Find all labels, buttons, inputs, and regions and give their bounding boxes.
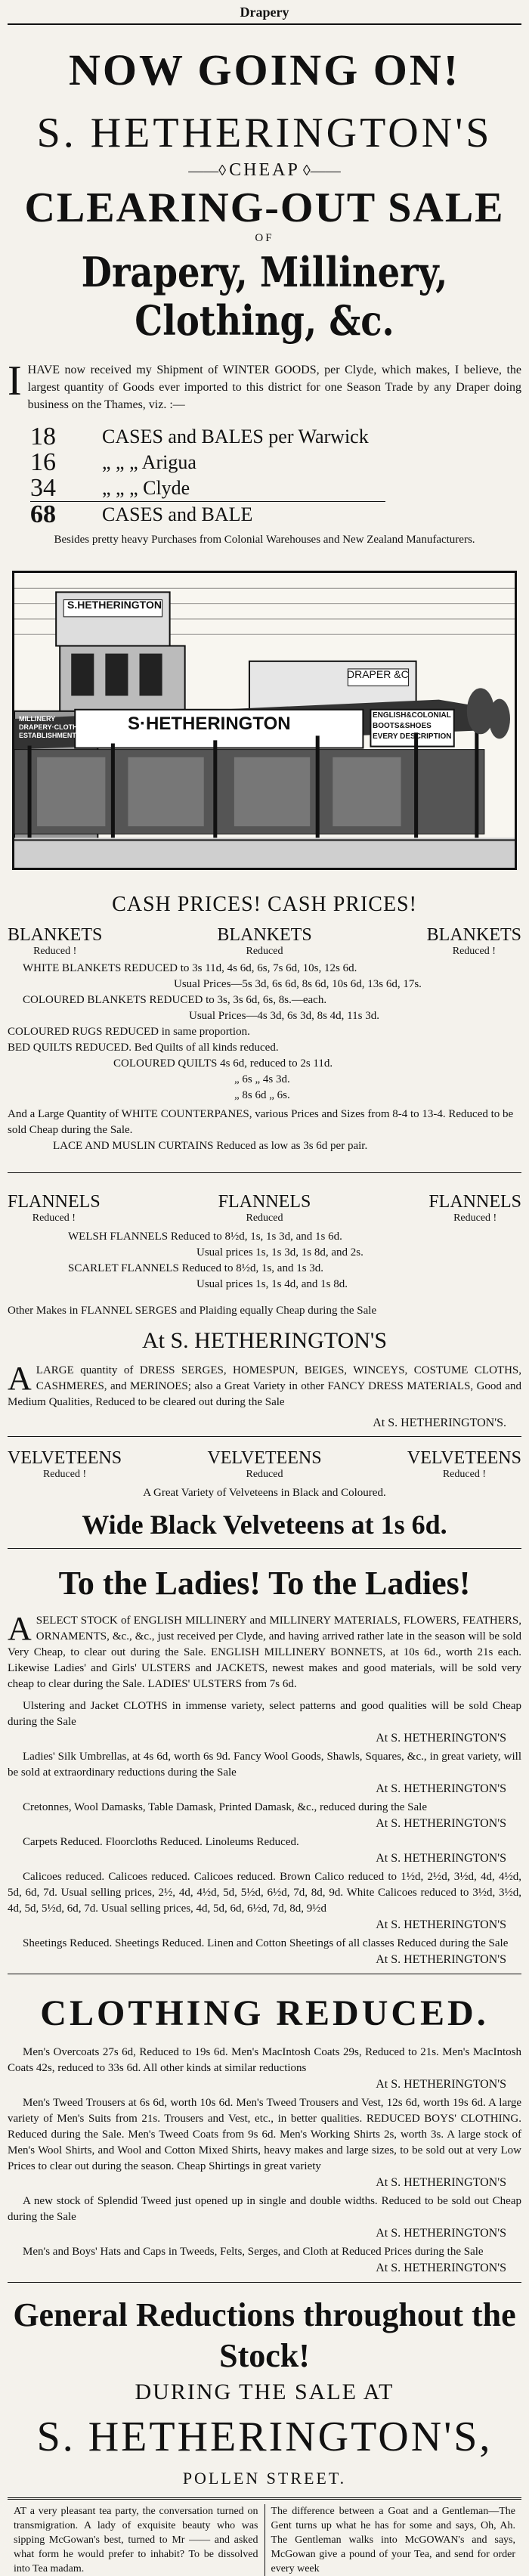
footer-columns bbox=[8, 2497, 521, 2576]
velveteens-col-left: VELVETEENS Reduced ! bbox=[8, 1448, 122, 1480]
cash-prices-heading: CASH PRICES! CASH PRICES! bbox=[112, 893, 417, 916]
ornament-right-icon: ◊―― bbox=[302, 163, 341, 179]
closing-store-name: S. HETHERINGTON'S, bbox=[36, 2413, 493, 2460]
headline-cheap: CHEAP bbox=[229, 160, 300, 180]
sign-right-panel: ENGLISH&COLONIAL BOOTS&SHOES EVERY DESCRIPTION bbox=[373, 711, 452, 741]
shipment-total: 68 CASES and BALE bbox=[30, 500, 253, 528]
store-illustration bbox=[12, 571, 517, 870]
purchases-note: Besides pretty heavy Purchases from Colonial Warehouses and New Zealand Manufacturers. bbox=[54, 534, 475, 546]
dress-paragraph: A LARGE quantity of DRESS SERGES, HOMESPUN, BEIGES, WINCEYS, COSTUME CLOTHS, CASHMERES, and MERINOES; also a Great Variety in other FANCY DRESS MATERIALS, Good and Medium Qualities, Reduced to be cleared out during the Sale bbox=[8, 1360, 521, 1408]
ladies-heading: To the Ladies! To the Ladies! bbox=[58, 1565, 471, 1602]
footer-left-item: AT a very pleasant tea party, the conversation turned on transmigration. A lady of exquisite beauty who was sipping McGowan's best, turned to Mr —— and asked what form he would prefer to inhabit? To be dissolved into Tea madam. bbox=[14, 2506, 258, 2574]
intro-text: HAVE now received my Shipment of WINTER GOODS, per Clyde, which makes, I believe, the largest quantity of Goods ever imported to this district for one Season Trade by any Draper doing business on the Thames, viz. :— bbox=[27, 364, 521, 411]
velveteens-header bbox=[8, 1446, 521, 1481]
general-reductions: General Reductions throughout the Stock! bbox=[13, 2296, 516, 2374]
wide-velveteens: Wide Black Velveteens at 1s 6d. bbox=[82, 1509, 447, 1540]
flannels-col-left: FLANNELS Reduced ! bbox=[8, 1192, 101, 1224]
blankets-col-right: BLANKETS Reduced ! bbox=[426, 925, 521, 957]
headline-clearing: CLEARING-OUT SALE bbox=[24, 184, 505, 231]
divider bbox=[8, 1436, 521, 1437]
shipment-row: 34 „ „ „ Clyde bbox=[30, 475, 385, 502]
headline-now: NOW GOING ON! bbox=[68, 45, 461, 94]
divider bbox=[8, 2282, 521, 2283]
ladies-paragraph: A SELECT STOCK of ENGLISH MILLINERY and MILLINERY MATERIALS, FLOWERS, FEATHERS, ORNAMENTS, &c., &c., just received per Clyde, and having arrived rather late in the season will be sold Very Cheap, to clear out during the Sale. ENGLISH MILLINERY BONNETS, at 10s 6d., worth 21s each. Likewise Ladies' and Girls' ULSTERS and JACKETS, newest makes and good materials, will be sold very cheap to clear during the Sale. LADIES' ULSTERS from 7s 6d. bbox=[8, 1610, 521, 1690]
flannels-lines: WELSH FLANNELS Reduced to 8½d, 1s, 1s 3d, and 1s 6d. Usual prices 1s, 1s 3d, 1s 8d, and 2s. SCARLET FLANNELS Reduced to 8½d, 1s, and 1s 3d. Usual prices 1s, 1s 4d, and 1s 8d. Other Makes in FLANNEL SERGES and Plaiding equally Cheap during the Sale bbox=[8, 1231, 377, 1317]
intro-paragraph bbox=[8, 358, 521, 413]
sign-left-panel: MILLINERY DRAPERY·CLOTHING ESTABLISHMENT bbox=[19, 715, 90, 739]
sign-main: S·HETHERINGTON bbox=[128, 714, 291, 734]
closing-street: POLLEN STREET. bbox=[182, 2469, 347, 2488]
shipment-list bbox=[8, 424, 521, 528]
cheap-row bbox=[8, 160, 521, 181]
section-header: Drapery bbox=[8, 0, 521, 25]
flannels-sign: At S. HETHERINGTON'S bbox=[141, 1328, 388, 1353]
divider bbox=[8, 1172, 521, 1173]
sign-drapery: DRAPER &C bbox=[347, 668, 409, 680]
headline-goods: Drapery, Millinery, Clothing, &c. bbox=[81, 248, 448, 345]
footer-right-item: The difference between a Goat and a Gentleman—The Gent turns up what he has for some and says, Oh, Ah. The Gentleman walks into McGOWAN's and says, McGowan give a pound of your Tea, and send for order every week bbox=[264, 2504, 522, 2576]
blankets-col-mid: BLANKETS Reduced bbox=[217, 925, 312, 957]
velveteens-line: A Great Variety of Velveteens in Black and Coloured. bbox=[143, 1487, 386, 1499]
intro-dropcap: I bbox=[8, 358, 22, 404]
shipment-row: 18 CASES and BALES per Warwick bbox=[30, 423, 369, 450]
flannels-col-mid: FLANNELS Reduced bbox=[218, 1192, 311, 1224]
clothing-lines: Men's Overcoats 27s 6d, Reduced to 19s 6d. Men's MacIntosh Coats 29s, Reduced to 21s. Men's MacIntosh Coats 42s, reduced to 33s 6d. All other kinds at similar reductions At S. HETHERINGTON'S Men's Tweed Trousers at 6s 6d, worth 10s 6d. Men's Tweed Trousers and Vest, 12s 6d, worth 19s 6d. A large variety of Men's Suits from 21s. Trousers and Vest, etc., in better qualities. REDUCED BOYS' CLOTHING. Reduced during the Sale. Men's Tweed Coats from 9s 6d. Men's Working Shirts 2s, worth 3s. A large stock of Men's Wool Shirts, and Wool and Cotton Mixed Shirts, heavy makes and large sizes, to be sold out at very Low Prices to clear out during the season. Cheap Shirtings in great variety At S. HETHERINGTON'S A new stock of Splendid Tweed just opened up in single and double widths. Reduced to be sold out Cheap during the Sale At S. HETHERINGTON'S Men's and Boys' Hats and Caps in Tweeds, Felts, Serges, and Cloth at Reduced Prices during the Sale At S. HETHERINGTON'S bbox=[8, 2046, 521, 2274]
dress-sign: At S. HETHERINGTON'S. bbox=[373, 1416, 506, 1429]
during-sale: DURING THE SALE AT bbox=[135, 2379, 394, 2404]
divider bbox=[8, 1548, 521, 1549]
sign-top: S.HETHERINGTON bbox=[67, 599, 162, 611]
ladies-lines: Ulstering and Jacket CLOTHS in immense variety, select patterns and good qualities will be sold Cheap during the Sale At S. HETHERINGTON'S Ladies' Silk Umbrellas, at 4s 6d, worth 6s 9d. Fancy Wool Goods, Shawls, Squares, &c., in great variety, will be sold at extraordinary reductions during the Sale At S. HETHERINGTON'S Cretonnes, Wool Damasks, Table Damask, Printed Damask, &c., reduced during the Sale At S. HETHERINGTON'S Carpets Reduced. Floorcloths Reduced. Linoleums Reduced. At S. HETHERINGTON'S Calicoes reduced. Calicoes reduced. Calicoes reduced. Brown Calico reduced to 1½d, 2½d, 3½d, 4d, 4½d, 5d, 6d, 7d. Usual selling prices, 2½, 4d, 4½d, 5d, 5½d, 6½d, 7d, 8d, 9d. White Calicoes reduced to 3½d, 3½d, 4d, 5d, 5½d, 6d, 7d. Usual selling prices, 4d, 5d, 6d, 6½d, 7d, 8d, 9½d At S. HETHERINGTON'S Sheetings Reduced. Sheetings Reduced. Linen and Cotton Sheetings of all classes Reduced during the Sale At S. HETHERINGTON'S bbox=[8, 1700, 521, 1966]
flannels-header bbox=[8, 1190, 521, 1225]
blankets-col-left: BLANKETS Reduced ! bbox=[8, 925, 103, 957]
ornament-left-icon: ――◊ bbox=[188, 163, 227, 179]
headline-of: OF bbox=[255, 232, 274, 244]
clothing-heading: CLOTHING REDUCED. bbox=[40, 1993, 489, 2033]
blankets-lines: WHITE BLANKETS REDUCED to 3s 11d, 4s 6d, 6s, 7s 6d, 10s, 12s 6d. Usual Prices—5s 3d, 6s 6d, 8s 6d, 10s 6d, 13s 6d, 17s. COLOURED BLANKETS REDUCED to 3s, 3s 6d, 6s, 8s.—each. Usual Prices—4s 3d, 6s 3d, 8s 4d, 11s 3d. COLOURED RUGS REDUCED in same proportion. BED QUILTS REDUCED. Bed Quilts of all kinds reduced. COLOURED QUILTS 4s 6d, reduced to 2s 11d. „ 6s „ 4s 3d. „ 8s 6d „ 6s. And a Large Quantity of WHITE COUNTERPANES, various Prices and Sizes from 8-4 to 13-4. Reduced to be sold Cheap during the Sale. LACE AND MUSLIN CURTAINS Reduced as low as 3s 6d per pair. bbox=[8, 962, 514, 1152]
headline-store-name: S. HETHERINGTON'S bbox=[36, 110, 493, 156]
blankets-header bbox=[8, 923, 521, 958]
velveteens-col-mid: VELVETEENS Reduced bbox=[207, 1448, 322, 1480]
shipment-row: 16 „ „ „ Arigua bbox=[30, 448, 196, 476]
velveteens-col-right: VELVETEENS Reduced ! bbox=[407, 1448, 521, 1480]
flannels-col-right: FLANNELS Reduced ! bbox=[428, 1192, 521, 1224]
